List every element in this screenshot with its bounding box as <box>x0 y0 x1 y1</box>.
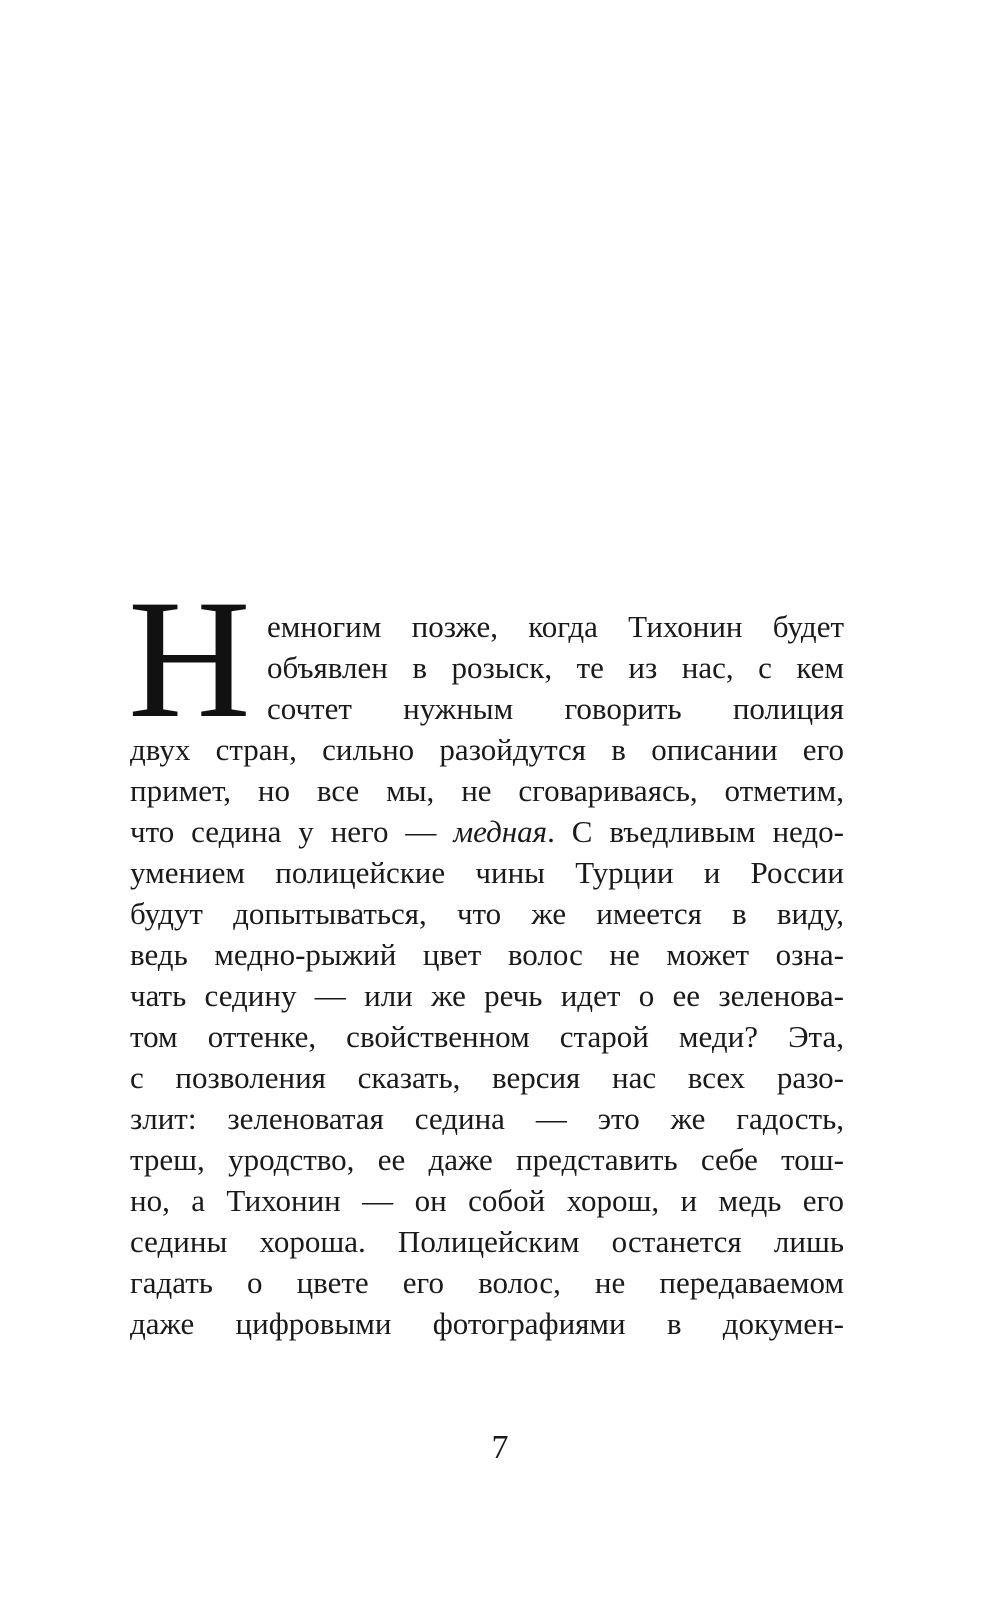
text-line: том оттенке, свойственном старой меди? Эта, <box>130 1019 844 1054</box>
text-span: что седина у него — <box>130 814 454 849</box>
text-line: двух стран, сильно разойдутся в описании его <box>130 732 844 767</box>
text-line: умением полицейские чины Турции и России <box>130 855 844 890</box>
text-line: объявлен в розыск, те из нас, с кем <box>267 650 844 685</box>
text-line: будут допытываться, что же имеется в виду, <box>130 896 844 931</box>
text-line: злит: зеленоватая седина — это же гадость, <box>130 1101 844 1136</box>
italic-word: медная <box>453 814 548 849</box>
text-line: даже цифровыми фотографиями в докумен- <box>130 1306 844 1341</box>
text-line <box>130 811 844 853</box>
text-line: но, а Тихонин — он собой хорош, и медь его <box>130 1183 844 1218</box>
text-line: сочтет нужным говорить полиция <box>267 691 844 726</box>
drop-cap: Н <box>128 565 251 753</box>
text-line: емногим позже, когда Тихонин будет <box>267 609 844 644</box>
text-line: чать седину — или же речь идет о ее зеленова- <box>130 978 844 1013</box>
text-line: гадать о цвете его волос, не передаваемом <box>130 1265 844 1300</box>
text-line: с позволения сказать, версия нас всех разо- <box>130 1060 844 1095</box>
text-line: седины хороша. Полицейским останется лишь <box>130 1224 844 1259</box>
text-line: треш, уродство, ее даже представить себе тош- <box>130 1142 844 1177</box>
text-line: примет, но все мы, не сговариваясь, отметим, <box>130 773 844 808</box>
page-number: 7 <box>491 1429 509 1466</box>
text-line: ведь медно-рыжий цвет волос не может озна- <box>130 937 844 972</box>
text-span: . С въедливым недо- <box>547 814 844 849</box>
